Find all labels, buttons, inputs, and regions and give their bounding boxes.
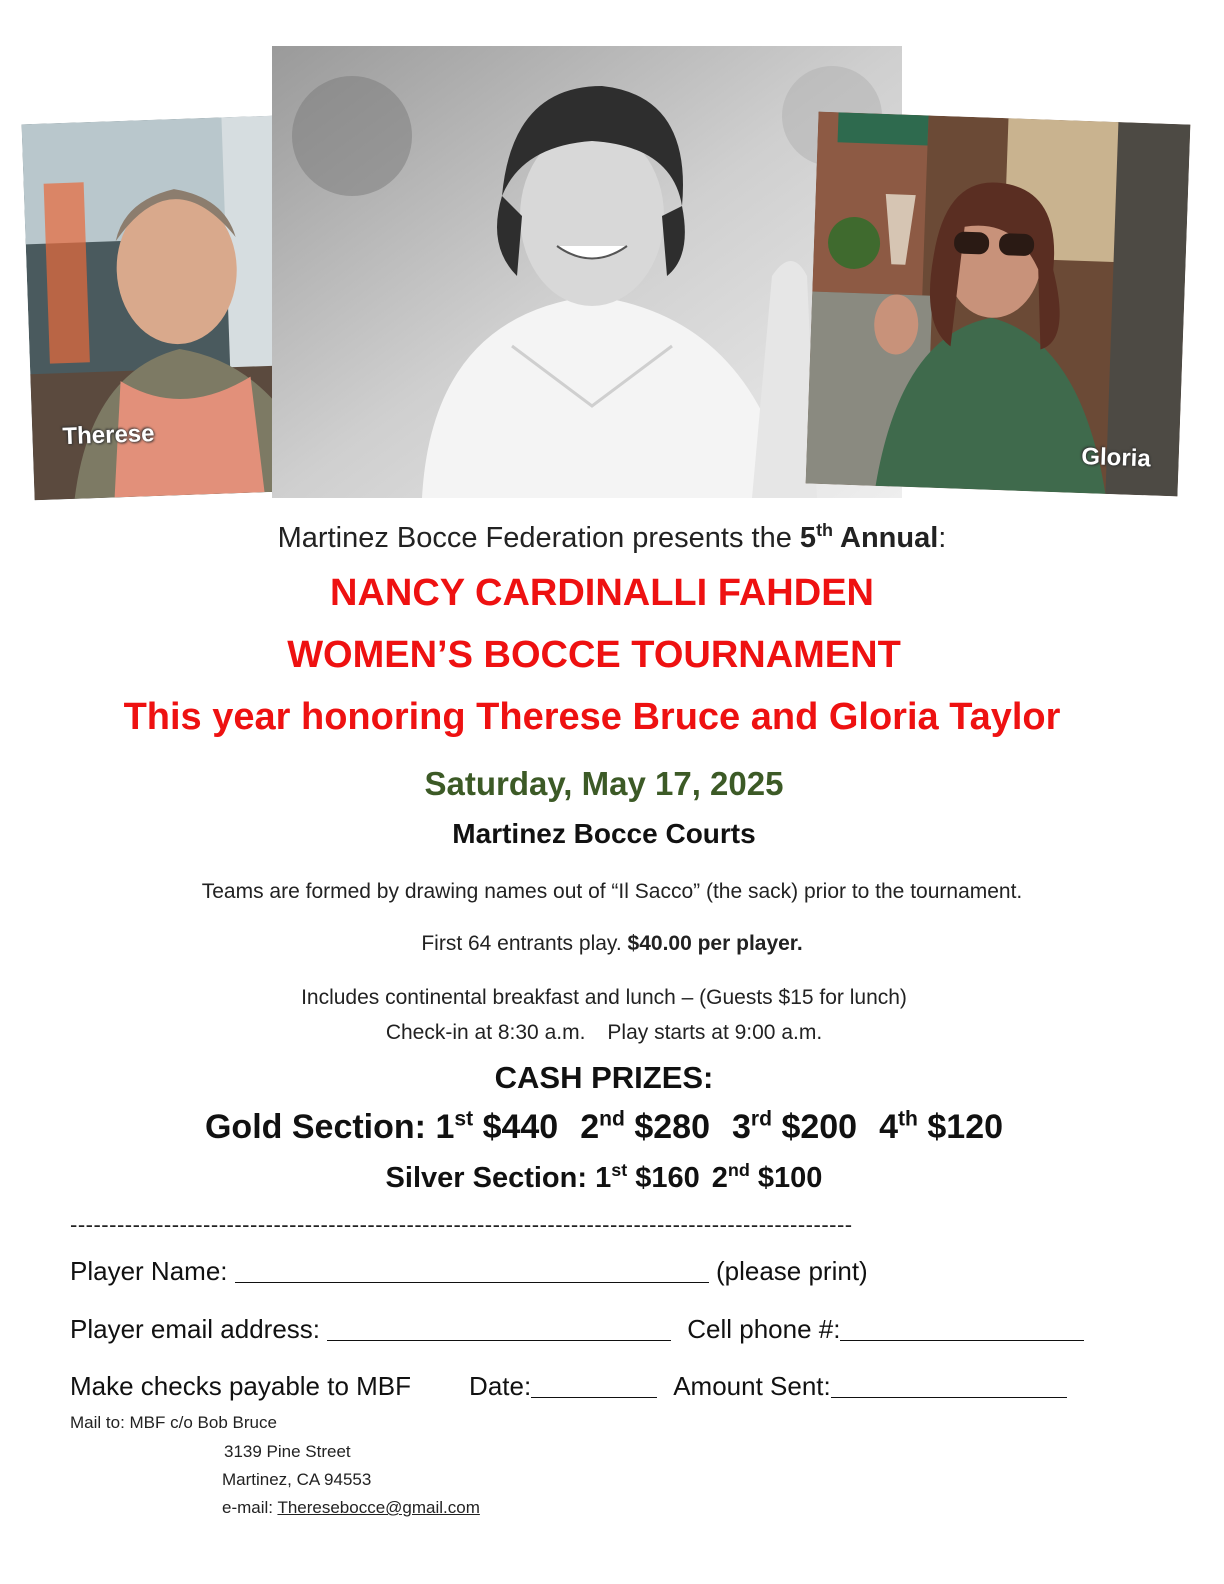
intro-colon: : — [938, 522, 947, 554]
silver-prize-2: 2nd $100 — [711, 1160, 823, 1194]
player-name-label: Player Name: — [70, 1256, 235, 1286]
photo-gloria — [806, 112, 1191, 497]
player-email-row — [70, 1314, 1084, 1345]
amount-sent-field[interactable] — [831, 1371, 1067, 1398]
intro-annual: Annual — [840, 522, 939, 554]
schedule-line — [0, 1021, 1216, 1045]
gold-prize-1: 1st $440 — [435, 1107, 559, 1146]
mail-email-label: e-mail: — [222, 1498, 278, 1517]
entrants-price: $40.00 per player. — [627, 932, 803, 955]
player-name-field[interactable] — [235, 1256, 709, 1283]
date-label: Date: — [469, 1371, 532, 1401]
includes-line: Includes continental breakfast and lunch – (Guests $15 for lunch) — [301, 986, 907, 1009]
payment-row — [70, 1371, 1067, 1402]
cell-phone-label: Cell phone #: — [687, 1314, 841, 1344]
player-name-row — [70, 1256, 868, 1287]
teams-description: Teams are formed by drawing names out of “Il Sacco” (the sack) prior to the tournament. — [201, 880, 1023, 903]
tournament-title-line2: WOMEN’S BOCCE TOURNAMENT — [287, 634, 901, 676]
player-email-field[interactable] — [327, 1314, 671, 1341]
intro-ordinal: th — [816, 520, 834, 541]
entrants-line — [0, 932, 1224, 956]
gold-prize-3: 3rd $200 — [731, 1107, 858, 1146]
checks-payable-label: Make checks payable to MBF — [70, 1371, 412, 1401]
intro-number: 5 — [799, 522, 817, 554]
player-email-label: Player email address: — [70, 1314, 328, 1344]
mail-to-label: Mail to: MBF c/o Bob Bruce — [70, 1413, 277, 1432]
photo-caption-gloria: Gloria — [1080, 443, 1152, 473]
gold-prize-2: 2nd $280 — [580, 1107, 710, 1146]
event-venue: Martinez Bocce Courts — [452, 818, 756, 849]
date-field[interactable] — [531, 1371, 657, 1398]
cash-prizes-heading: CASH PRIZES: — [494, 1060, 714, 1095]
mail-street: 3139 Pine Street — [224, 1442, 351, 1461]
silver-section-prizes — [0, 1162, 1216, 1195]
silver-prize-1: 1st $160 — [595, 1160, 700, 1194]
mail-city: Martinez, CA 94553 — [222, 1470, 372, 1489]
intro-prefix: Martinez Bocce Federation presents the — [277, 522, 800, 554]
honor-line: This year honoring Therese Bruce and Gloria Taylor — [123, 696, 1061, 738]
amount-sent-label: Amount Sent: — [673, 1371, 831, 1401]
gold-section-label: Gold Section: — [204, 1108, 436, 1146]
play-start-time: Play starts at 9:00 a.m. — [607, 1021, 823, 1044]
tournament-title-line1: NANCY CARDINALLI FAHDEN — [330, 572, 874, 614]
event-date: Saturday, May 17, 2025 — [424, 765, 784, 802]
cell-phone-field[interactable] — [840, 1314, 1084, 1341]
cut-line-divider: ---------------------------------------------------------------------------------------------------- — [70, 1212, 853, 1237]
gold-section-prizes — [0, 1108, 1216, 1147]
gold-prize-4: 4th $120 — [879, 1107, 1004, 1146]
checkin-time: Check-in at 8:30 a.m. — [385, 1021, 586, 1044]
intro-line — [0, 522, 1224, 555]
please-print-note: (please print) — [715, 1256, 868, 1286]
mail-email-line — [222, 1498, 480, 1518]
entrants-text: First 64 entrants play. — [421, 932, 628, 955]
photo-caption-therese: Therese — [62, 419, 155, 451]
silver-section-label: Silver Section: — [385, 1162, 596, 1194]
mail-email-link[interactable]: Theresebocce@gmail.com — [277, 1498, 480, 1517]
